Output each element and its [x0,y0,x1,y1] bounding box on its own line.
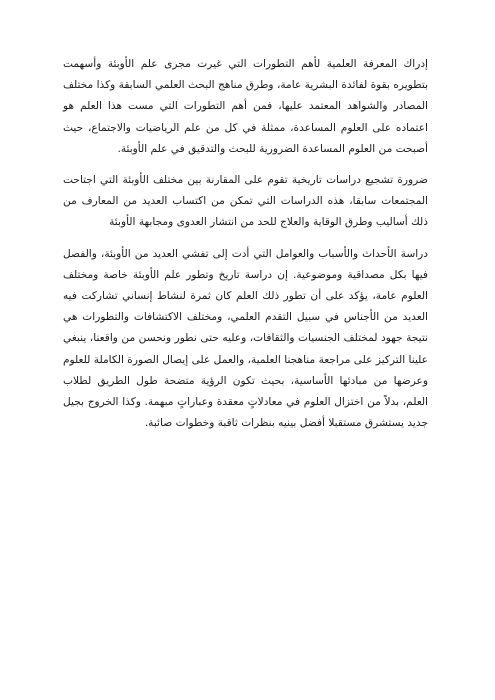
document-body [63,54,428,444]
paragraph-causes-and-conclusion: دراسة الأحداث والأسباب والعوامل التي أدت إلى تفشي العديد من الأوبئة، والفصل فيها بكل مصداقية وموضوعية. إن دراسة تاريخ وتطور علم الأوبئة خاصة ومختلف العلوم عامة، يؤكد على أن تطور ذلك العلم كان ثمرة لنشاط إنساني تشاركت فيه العديد من الأجناس في سبيل التقدم العلمي، ومختلف الاكتشافات والتطورات هي نتيجة جهود لمختلف الجنسيات والثقافات، وعليه حتى نطور ونحسن من واقعنا، ينبغي علينا التركيز على مراجعة مناهجنا العلمية، والعمل على إيصال الصورة الكاملة للعلوم وعرضها من مبادئها الأساسية، بحيث تكون الرؤية متضحة طول الطريق لطلاب العلم، بدلاً من اختزال العلوم في معادلاتٍ معقدة وعباراتٍ مبهمة. وكذا الخروج بجيل جديد يستشرق مستقبلا أفضل بينيه بنظرات ثاقبة وخطوات صائبة. [63,247,428,430]
paragraph-epidemiology-development: إدراك المعرفة العلمية لأهم التطورات التي غيرت مجرى علم الأوبئة وأسهمت بتطويره بقوة لفائدة البشرية عامة، وطرق مناهج البحث العلمي السابقة وكذا مختلف المصادر والشواهد المعتمد عليها، فمن أهم التطورات التي مست هذا العلم هو اعتماده على العلوم المساعدة، ممثلة في كل من علم الرياضيات والاجتماع، حيث أصبحت من العلوم المساعدة الضرورية للبحث والتدقيق في علم الأوبئة. [63,58,428,155]
paragraph-comparative-studies: ضرورة تشجيع دراسات تاريخية تقوم على المقارنة بين مختلف الأوبئة التي اجتاحت المجتمعات سابقا، هذه الدراسات التي تمكن من اكتساب العديد من المعارف من ذلك أساليب وطرق الوقاية والعلاج للحد من انتشار العدوى ومجابهة الأوبئة [63,174,428,229]
